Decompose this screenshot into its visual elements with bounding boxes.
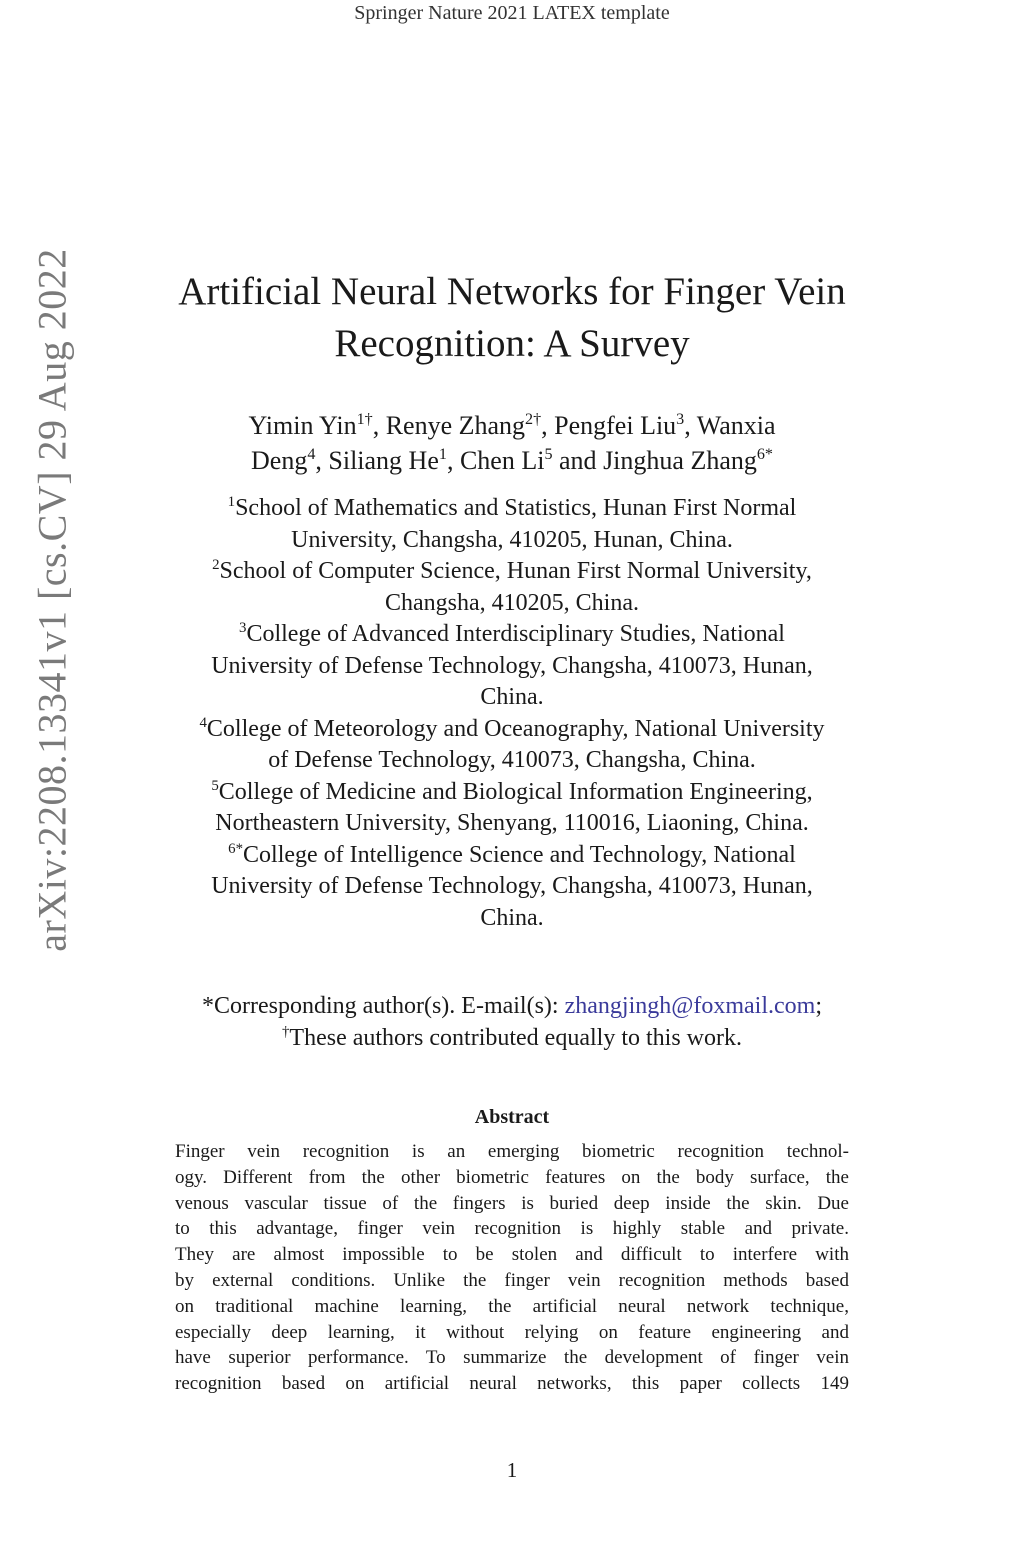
- affiliation-2-cont: Changsha, 410205, China.: [385, 589, 639, 616]
- abstract-body: [175, 1139, 849, 1397]
- affiliation-5: [130, 777, 894, 809]
- affiliation-text: College of Intelligence Science and Technology, National: [243, 841, 796, 868]
- author-separator: and: [552, 446, 604, 475]
- author-name: Renye Zhang: [385, 411, 526, 440]
- paper-title: [120, 266, 904, 370]
- affiliation-text: College of Meteorology and Oceanography, National University: [206, 715, 825, 742]
- author-affiliation-mark: 4: [307, 446, 316, 464]
- affiliation-5-cont: Northeastern University, Shenyang, 110016, Liaoning, China.: [215, 810, 809, 836]
- affiliation-6-cont: University of Defense Technology, Changsha, 410073, Hunan,: [211, 873, 813, 899]
- author-separator: ,: [541, 411, 555, 440]
- affiliation-text: School of Mathematics and Statistics, Hunan First Normal: [235, 495, 797, 521]
- equal-contribution-mark: †: [281, 1023, 290, 1040]
- paper-title-line-2: Recognition: A Survey: [334, 322, 690, 365]
- page-number: 1: [506, 1458, 518, 1482]
- abstract-line: by external conditions. Unlike the finger vein recognition methods based: [175, 1269, 849, 1291]
- author-list: [140, 408, 884, 478]
- author-name: Pengfei Liu: [554, 411, 677, 440]
- author-line-1: [140, 408, 884, 443]
- author-name: Chen Li: [459, 446, 545, 475]
- author-separator: ,: [372, 411, 386, 440]
- abstract-line: have superior performance. To summarize the development of finger vein: [175, 1347, 849, 1369]
- author-name: Siliang He: [328, 446, 439, 475]
- abstract-line: ogy. Different from the other biometric features on the body surface, the: [175, 1166, 849, 1188]
- abstract-line: on traditional machine learning, the artificial neural network technique,: [175, 1295, 849, 1317]
- abstract-line: They are almost impossible to be stolen and difficult to interfere with: [175, 1244, 849, 1266]
- abstract-line: recognition based on artificial neural networks, this paper collects 149: [175, 1373, 849, 1395]
- arxiv-identifier-text: arXiv:2208.13341v1 [cs.CV] 29 Aug 2022: [29, 248, 75, 952]
- paper-title-line-1: Artificial Neural Networks for Finger Vein: [178, 270, 846, 313]
- affiliation-mark: 6*: [228, 840, 244, 857]
- affiliation-text: College of Advanced Interdisciplinary Studies, National: [246, 621, 785, 647]
- affiliation-1: [130, 493, 894, 525]
- abstract-line: to this advantage, finger vein recognition is highly stable and private.: [175, 1218, 849, 1240]
- affiliation-mark: 1: [227, 493, 236, 510]
- corresponding-suffix: ;: [815, 993, 822, 1019]
- author-name: Yimin Yin: [248, 411, 357, 440]
- author-separator: ,: [446, 446, 460, 475]
- author-affiliation-mark: 6*: [756, 446, 773, 464]
- author-name: Wanxia: [696, 411, 776, 440]
- author-affiliation-mark: 2†: [525, 411, 542, 429]
- author-affiliation-mark: 1†: [356, 411, 373, 429]
- affiliation-mark: 5: [211, 777, 219, 794]
- affiliation-mark: 4: [199, 714, 207, 731]
- affiliation-1-cont: University, Changsha, 410205, Hunan, China.: [291, 526, 733, 553]
- author-separator: ,: [684, 411, 697, 440]
- abstract-heading: Abstract: [474, 1106, 550, 1128]
- abstract-line: especially deep learning, it without relying on feature engineering and: [175, 1321, 849, 1343]
- affiliation-mark: 2: [212, 556, 220, 573]
- corresponding-prefix: *Corresponding author(s). E-mail(s):: [202, 993, 565, 1019]
- affiliation-4-cont: of Defense Technology, 410073, Changsha, China.: [268, 747, 756, 773]
- affiliation-3-cont: University of Defense Technology, Changsha, 410073, Hunan,: [211, 652, 813, 679]
- email-link[interactable]: zhangjingh@foxmail.com: [564, 993, 816, 1019]
- affiliation-mark: 3: [239, 619, 247, 636]
- affiliation-text: College of Medicine and Biological Information Engineering,: [218, 778, 813, 805]
- author-name: Jinghua Zhang: [603, 446, 757, 475]
- equal-contribution-line: [120, 1022, 904, 1054]
- correspondence-note: [120, 990, 904, 1054]
- affiliation-list: [130, 493, 894, 934]
- affiliation-6: [130, 840, 894, 872]
- affiliation-2: [130, 556, 894, 588]
- equal-contribution-text: These authors contributed equally to this work.: [289, 1025, 742, 1051]
- abstract-line: Finger vein recognition is an emerging biometric recognition technol-: [175, 1141, 849, 1162]
- affiliation-3-cont: China.: [480, 684, 544, 710]
- affiliation-text: School of Computer Science, Hunan First Normal University,: [219, 558, 812, 584]
- author-line-2: [140, 443, 884, 478]
- running-header: Springer Nature 2021 LATEX template: [354, 2, 670, 24]
- author-affiliation-mark: 5: [544, 446, 553, 464]
- affiliation-3: [130, 619, 894, 651]
- corresponding-author-line: [120, 990, 904, 1022]
- abstract-line: venous vascular tissue of the fingers is buried deep inside the skin. Due: [175, 1192, 849, 1214]
- author-affiliation-mark: 1: [438, 446, 447, 464]
- author-name: Deng: [251, 446, 308, 475]
- author-separator: ,: [315, 446, 329, 475]
- affiliation-4: [130, 714, 894, 746]
- author-affiliation-mark: 3: [676, 411, 685, 429]
- affiliation-6-cont: China.: [480, 904, 544, 931]
